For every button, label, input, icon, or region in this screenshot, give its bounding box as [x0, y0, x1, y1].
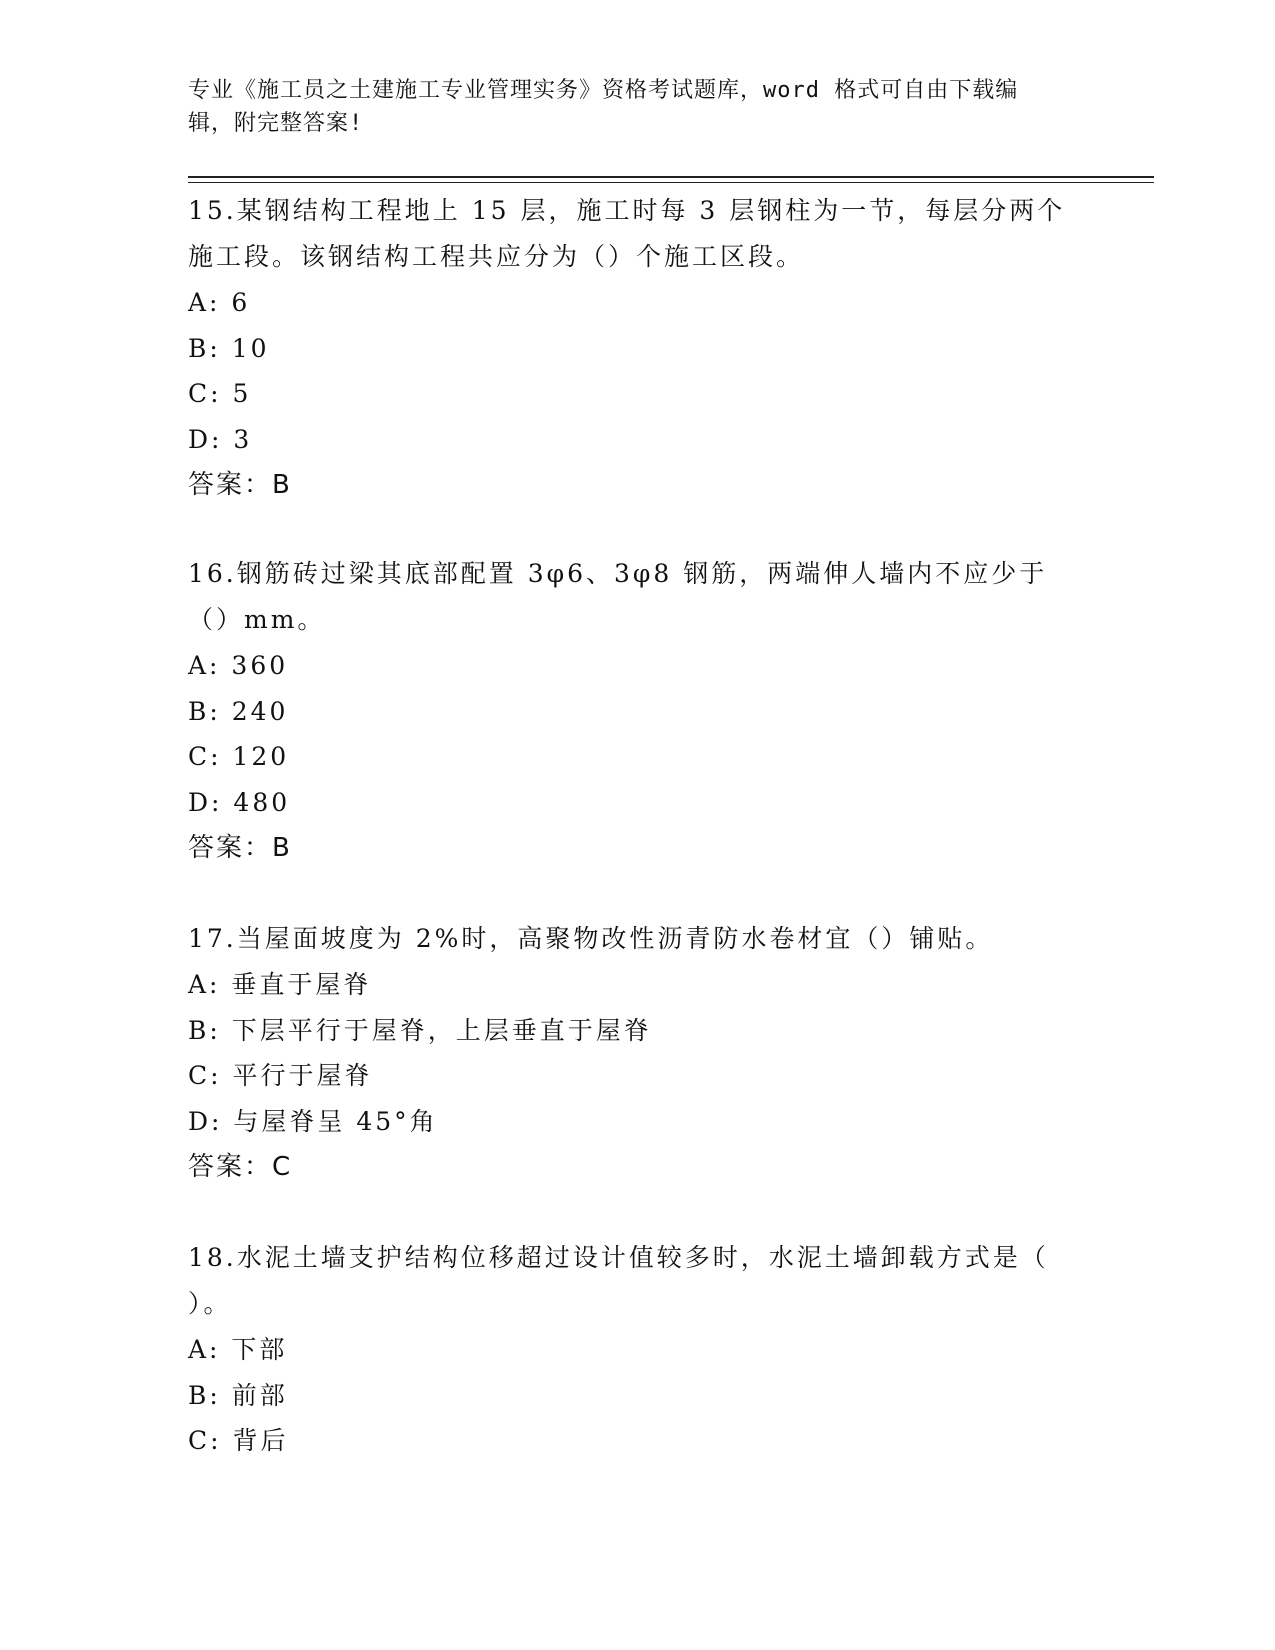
option-b: B: 240	[188, 696, 289, 726]
option-d: D: 480	[188, 787, 291, 817]
option-a: A: 垂直于屋脊	[188, 970, 372, 999]
header-divider-thick	[188, 176, 1154, 178]
question-text-line: 15.某钢结构工程地上 15 层，施工时每 3 层钢柱为一节，每层分两个	[188, 196, 1066, 225]
option-a: A: 下部	[188, 1335, 288, 1364]
option-d: D: 3	[188, 424, 253, 454]
option-c: C: 5	[188, 379, 252, 408]
option-b: B: 下层平行于屋脊，上层垂直于屋脊	[188, 1015, 652, 1045]
option-c: C: 120	[188, 742, 290, 771]
question-text-line: 18.水泥土墙支护结构位移超过设计值较多时，水泥土墙卸载方式是（	[188, 1243, 1049, 1272]
question-text-line: （）mm。	[188, 605, 326, 634]
answer-label: 答案：C	[188, 1152, 293, 1182]
answer-label: 答案：B	[188, 470, 292, 500]
question-text-line: 17.当屋面坡度为 2%时，高聚物改性沥青防水卷材宜（）铺贴。	[188, 924, 994, 953]
question-15	[188, 188, 1068, 508]
question-text-line: ）。	[188, 1289, 232, 1318]
question-text-line: 施工段。该钢结构工程共应分为（）个施工区段。	[188, 242, 805, 271]
option-b: B: 10	[188, 333, 270, 363]
question-17	[188, 916, 1068, 1190]
header-line-1: 专业《施工员之土建施工专业管理实务》资格考试题库，word 格式可自由下载编	[188, 78, 1019, 103]
option-a: A: 360	[188, 651, 289, 680]
option-c: C: 平行于屋脊	[188, 1061, 373, 1090]
option-d: D: 与屋脊呈 45°角	[188, 1106, 438, 1136]
question-16	[188, 551, 1068, 871]
question-18	[188, 1235, 1068, 1464]
option-b: B: 前部	[188, 1380, 288, 1410]
question-text-line: 16.钢筋砖过梁其底部配置 3φ6、3φ8 钢筋，两端伸人墙内不应少于	[188, 559, 1048, 588]
header-divider-thin	[188, 182, 1154, 183]
document-header	[188, 74, 1068, 140]
option-a: A: 6	[188, 288, 251, 317]
option-c: C: 背后	[188, 1426, 289, 1455]
answer-label: 答案：B	[188, 833, 292, 863]
header-line-2: 辑，附完整答案!	[188, 111, 364, 136]
